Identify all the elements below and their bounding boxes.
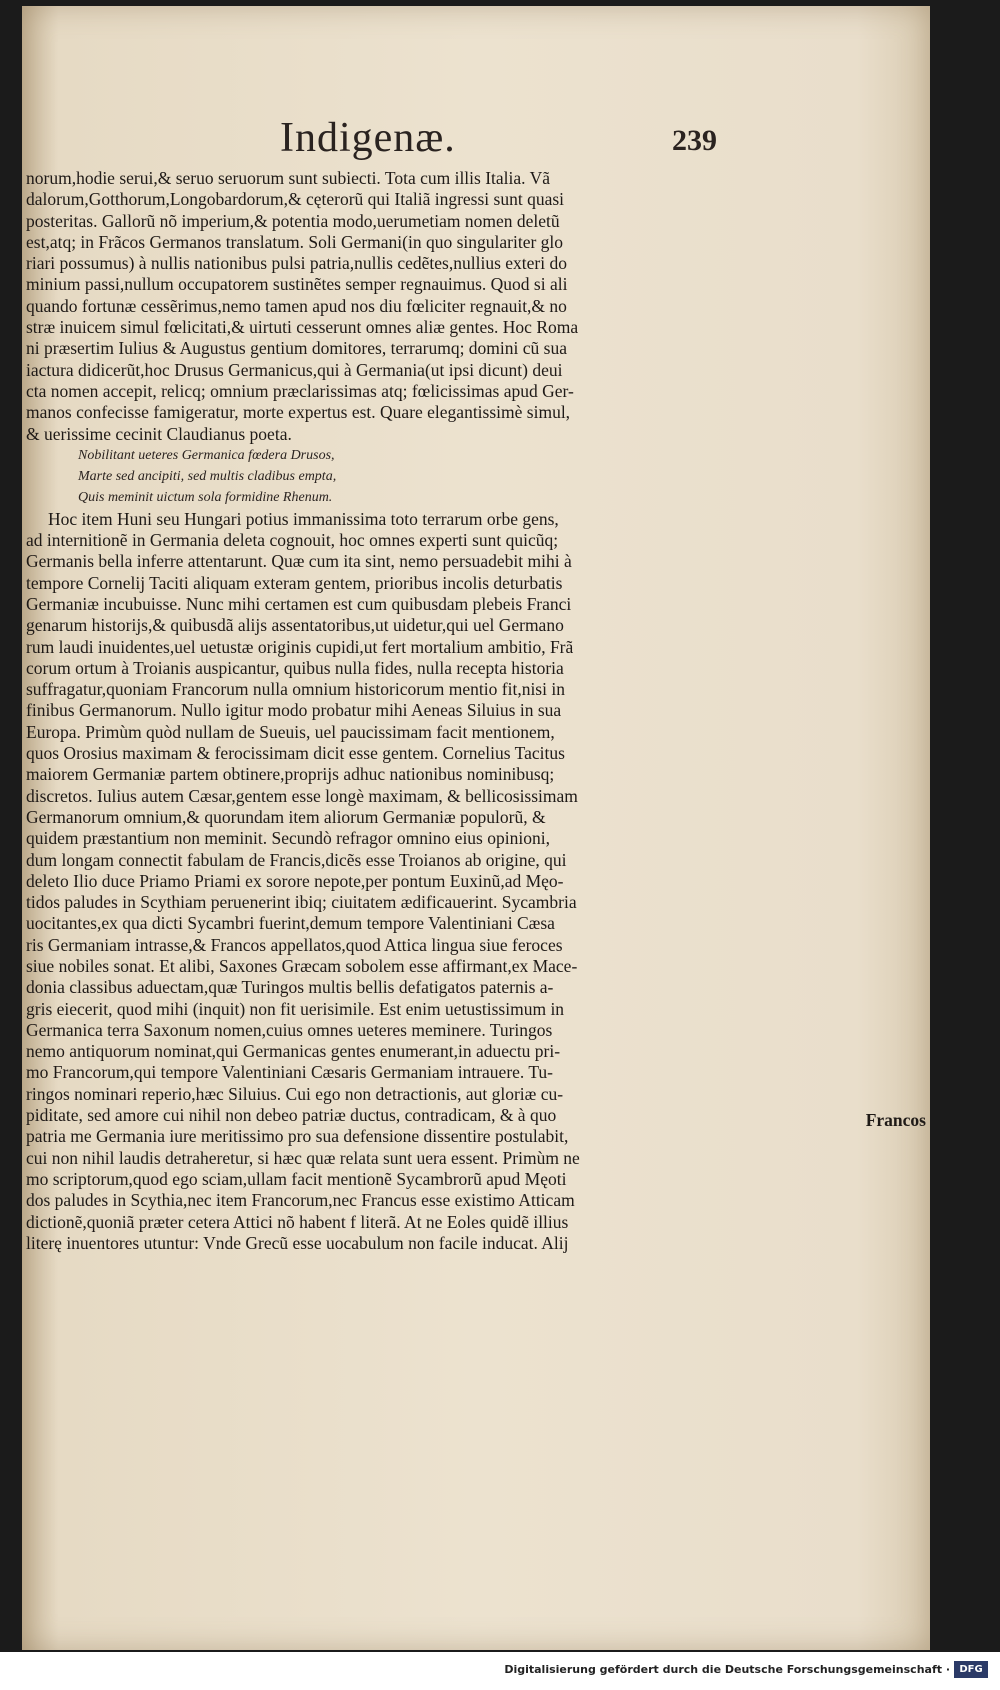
text-line: patria me Germania iure meritissimo pro sua defensione dissentire postulabit,: [26, 1126, 569, 1147]
text-line: manos confecisse famigeratur, morte expertus est. Quare elegantissimè simul,: [26, 402, 571, 423]
running-title: Indigenæ.: [280, 115, 456, 161]
text-line: ris Germaniam intrasse,& Francos appellatos,quod Attica lingua siue feroces: [26, 934, 563, 955]
paragraph-1: [26, 168, 726, 445]
page-number: 239: [672, 124, 717, 157]
text-line: literę inuentores utuntur: Vnde Grecũ esse uocabulum non facile inducat. Alij: [26, 1232, 569, 1253]
text-line: ni præsertim Iulius & Augustus gentium domitores, terrarumq; domini cũ sua: [26, 338, 567, 359]
text-line: quidem præstantium non meminit. Secundò refragor omnino eius opinioni,: [26, 828, 550, 849]
text-line: corum ortum à Troianis auspicantur, quibus nulla fides, nulla recepta historia: [26, 657, 564, 678]
text-line: posteritas. Gallorũ nõ imperium,& potentia modo,uerumetiam nomen deletũ: [26, 210, 560, 231]
text-line: cta nomen accepit, relicq; omnium præclarissimas atq; fœlicissimas apud Ger-: [26, 380, 574, 401]
text-line: gris eiecerit, quod mihi (inquit) non fit uerisimile. Est enim uetustissimum in: [26, 998, 565, 1019]
text-line: dum longam connectit fabulam de Francis,dicẽs esse Troianos ab origine, qui: [26, 849, 567, 870]
text-line: Germanica terra Saxonum nomen,cuius omnes ueteres meminere. Turingos: [26, 1019, 553, 1040]
text-line: tidos paludes in Scythiam peruenerint ibiq; ciuitatem ædificauerint. Sycambria: [26, 892, 577, 913]
text-line: dalorum,Gotthorum,Longobardorum,& cęterorũ qui Italiã ingressi sunt quasi: [26, 189, 565, 210]
text-line: Europa. Primùm quòd nullam de Sueuis, uel paucissimam facit mentionem,: [26, 721, 555, 742]
catchword: Francos: [865, 1110, 926, 1130]
text-line: Germanis bella inferre attentarunt. Quæ cum ita sint, nemo persuadebit mihi à: [26, 551, 572, 572]
text-line: Germaniæ incubuisse. Nunc mihi certamen est cum quibusdam plebeis Franci: [26, 593, 572, 614]
text-line: Germanorum omnium,& quorundam item aliorum Germaniæ populorũ, &: [26, 806, 546, 827]
text-line: quos Orosius maximam & ferocissimam dicit esse gentem. Cornelius Tacitus: [26, 743, 565, 764]
verse-line: Marte sed ancipiti, sed multis cladibus empta,: [78, 469, 337, 485]
footer-bar: [0, 1652, 1000, 1690]
text-line: quando fortunæ cessẽrimus,nemo tamen apud nos diu fœliciter regnauit,& no: [26, 295, 567, 316]
paragraph-2: [26, 509, 726, 1254]
text-line: minium passi,nullum occupatorem sustinẽtes semper regnauimus. Quod si ali: [26, 274, 568, 295]
text-line: siue nobiles sonat. Et alibi, Saxones Græcam sobolem esse affirmant,ex Mace-: [26, 955, 578, 976]
text-line: maiorem Germaniæ partem obtinere,proprijs adhuc nationibus nominibusq;: [26, 764, 555, 785]
text-line: uocitantes,ex qua dicti Sycambri fuerint,demum tempore Valentiniani Cæsa: [26, 913, 555, 934]
text-line: norum,hodie serui,& seruo seruorum sunt subiecti. Tota cum illis Italia. Vã: [26, 168, 551, 188]
text-line: tempore Cornelij Taciti aliquam exteram gentem, prioribus incolis deturbatis: [26, 572, 563, 593]
text-line: nemo antiquorum nominat,qui Germanicas gentes enumerant,in aduectu pri-: [26, 1041, 561, 1062]
text-line: piditate, sed amore cui nihil non debeo patriæ ductus, contradicam, & à quo: [26, 1105, 557, 1126]
text-line: iactura didicerũt,hoc Drusus Germanicus,qui à Germania(ut ipsi dicunt) deui: [26, 359, 563, 380]
text-line: deleto Ilio duce Priamo Priami ex sorore nepote,per pontum Euxinũ,ad Męo-: [26, 870, 564, 891]
text-line: & uerissime cecinit Claudianus poeta.: [26, 423, 292, 444]
text-line: rum laudi inuidentes,uel uetustæ originis cupidi,ut fert mortalium ambitio, Frã: [26, 636, 574, 657]
verse-line: Nobilitant ueteres Germanica fœdera Drusos,: [78, 447, 335, 463]
dfg-logo-icon: DFG: [954, 1661, 988, 1678]
text-line: donia classibus aduectam,quæ Turingos multis bellis defatigatos paternis a-: [26, 977, 554, 998]
verse-line: Quis meminit uictum sola formidine Rhenum.: [78, 490, 333, 506]
text-line: cui non nihil laudis detraheretur, si hæc quæ relata sunt uera essent. Primùm ne: [26, 1147, 580, 1168]
text-block: [26, 168, 726, 1254]
page-header: [22, 114, 930, 174]
text-line: stræ inuicem simul fœlicitati,& uirtuti cesserunt omnes aliæ gentes. Hoc Roma: [26, 317, 579, 338]
text-line: finibus Germanorum. Nullo igitur modo probatur mihi Aeneas Siluius in sua: [26, 700, 562, 721]
text-line: suffragatur,quoniam Francorum nulla omnium historicorum mentio fit,nisi in: [26, 679, 565, 700]
text-line: dos paludes in Scythia,nec item Francorum,nec Francus esse existimo Atticam: [26, 1190, 575, 1211]
book-page: [22, 6, 930, 1650]
text-line: mo Francorum,qui tempore Valentiniani Cæsaris Germaniam intrauere. Tu-: [26, 1062, 554, 1083]
text-line: ad internitionẽ in Germania deleta cognouit, hoc omnes experti sunt quicũq;: [26, 530, 559, 551]
text-line: dictionẽ,quoniã præter cetera Attici nõ habent f literã. At ne Eoles quidẽ illius: [26, 1211, 569, 1232]
text-line: genarum historijs,& quibusdã alijs assentatoribus,ut uidetur,qui uel Germano: [26, 615, 564, 636]
text-line: riari possumus) à nullis nationibus pulsi patria,nullis cedẽtes,nullius exteri do: [26, 253, 567, 274]
text-line: discretos. Iulius autem Cæsar,gentem esse longè maximam, & bellicosissimam: [26, 785, 578, 806]
text-line: est,atq; in Frãcos Germanos translatum. Soli Germani(in quo singulariter glo: [26, 231, 564, 252]
verse-quotation: [26, 445, 726, 509]
text-line: Hoc item Huni seu Hungari potius immanissima toto terrarum orbe gens,: [48, 508, 559, 529]
text-line: ringos nominari reperio,hæc Siluius. Cui ego non detractionis, aut gloriæ cu-: [26, 1083, 564, 1104]
text-line: mo scriptorum,quod ego sciam,ullam facit mentionẽ Sycambrorũ apud Męoti: [26, 1168, 567, 1189]
funding-credit: Digitalisierung gefördert durch die Deutsche Forschungsgemeinschaft ·: [504, 1663, 950, 1676]
